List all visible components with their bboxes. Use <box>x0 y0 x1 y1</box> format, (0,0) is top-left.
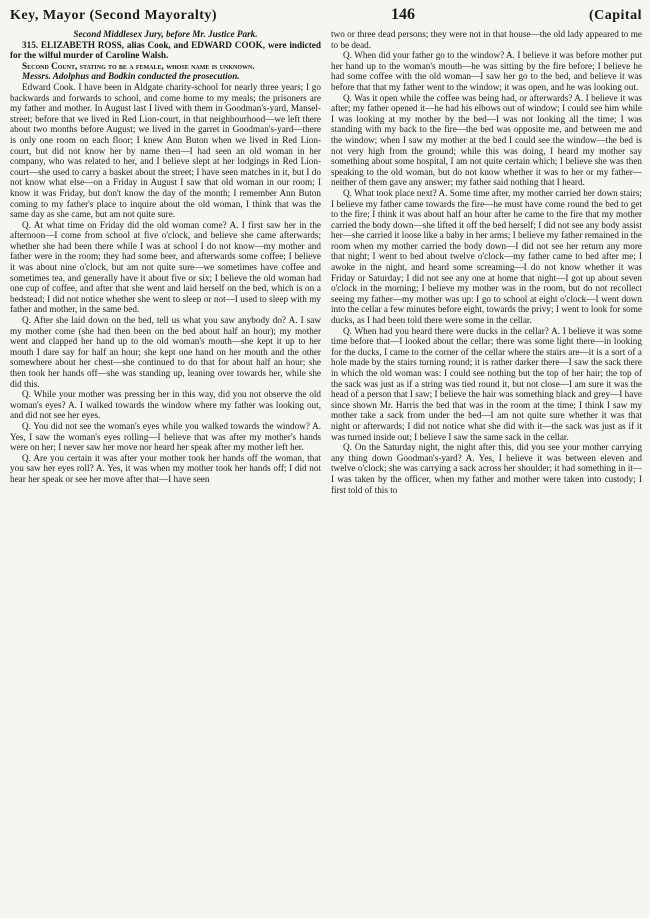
left-column <box>10 29 321 913</box>
testimony-paragraph: Edward Cook. I have been in Aldgate charity-school for nearly three years; I go backwards and forwards to school, and come home to my meals; the prisoners are my father and mother. In August last I lived with them in Goodman's-yard, Mansel-street; before that we lived in Red Lion-court, in that neighbourhood—we left there about two months before August; we lived in the garret in Goodman's-yard—there is only one room on each floor; I knew Ann Buton when we lived in Red Lion-court, but did not know her by name then—I had seen an old woman in her company, who was related to her, and I believe slept at her lodgings in Red Lion-court—she used to carry a basket about the street; I have seen matches in it, but I do not know what else—on a Friday in August I saw that old woman in our room; I know it was Friday, but don't know the day of the month; I remember Ann Buton coming to my father's place to inquire about the old woman, I think that was the same day as she came, but am not quite sure. <box>10 81 321 220</box>
court-line: Second Middlesex Jury, before Mr. Justice Park. <box>73 29 258 39</box>
second-count: Second Count, stating to be a female, whose name is unknown. <box>22 60 255 71</box>
testimony-paragraph: Q. When had you heard there were ducks in the cellar? A. I believe it was some time before that—I looked about the cellar; there was some light there—in looking for the ducks, I came to the corner of the cellar where the stairs are—it is a sort of a hole made by the stairs turning round; it is rather darker there—I saw the sack there in which the old woman was: I could see nothing but the top of her hair; the top of the sack was just as if a string was tied round it, but not close—I am sure it was the head of a person that I saw; I believe the hair was something black and grey—I have since shown Mr. Harris the bed that was in the room at the time; I think I saw my mother take a sack from under the bed—I am not quite sure whether it was that night or afterwards; I did not notice what she did with it—the sack was just as if it was turned inside out; I believe I saw the same sack in the cellar. <box>331 325 642 442</box>
counsel-line: Messrs. Adolphus and Bodkin conducted the prosecution. <box>22 71 240 82</box>
testimony-paragraph: Q. When did your father go to the window? A. I believe it was before mother put her hand up to the woman's mouth—he was sitting by the fire before; I believe he had some coffee with the old woman—I saw her go to the bed, and believe it was before that that my father went to the window; it was open, and he was looking out. <box>331 50 642 92</box>
testimony-paragraph: Q. After she laid down on the bed, tell us what you saw anybody do? A. I saw my mother come (she had then been on the bed about half an hour); my mother went and clapped her hand up to the old woman's mouth—she kept it up to her mouth I dare say for half an hour; she kept one hand on her mouth and the other somewhere about her chest—she continued to do that for about half an hour; she then took her hands off—she was standing up, leaning over towards her, while she did this. <box>10 315 321 389</box>
text-columns <box>10 29 642 913</box>
running-head-right: (Capital <box>588 8 642 23</box>
testimony-paragraph: Q. Was it open while the coffee was being had, or afterwards? A. I believe it was after; my father opened it—he had his elbows out of window; I could see him while I was looking at my mother by the bed—I was not looking all the time; I was standing with my back to the fire—the bed was opposite me, and between me and the window; when I saw my mother at the bed I could see the window—the bed is not very high from the ground; while this was doing, I heard my mother say something about some hospital, I am not quite certain which; I believe she was then speaking to the old woman, but do not know whether it was to her or my father—neither of them gave any answer; my father said nothing that I heard. <box>331 92 642 188</box>
testimony-paragraph: two or three dead persons; they were not in that house—the old lady appeared to me to be dead. <box>331 29 642 50</box>
running-head-left: Key, Mayor (Second Mayoralty) <box>10 8 218 23</box>
testimony-paragraph: Q. You did not see the woman's eyes while you walked towards the window? A. Yes, I saw the woman's eyes rolling—I believe that was after my mother's hands were on her; I never saw her move nor heard her speak after my mother left her. <box>10 420 321 453</box>
testimony-paragraph: Q. While your mother was pressing her in this way, did you not observe the old woman's eyes? A. I walked towards the window where my father was looking out, and did not see her eyes. <box>10 389 321 421</box>
right-column <box>331 29 642 913</box>
case-caption: 315. ELIZABETH ROSS, alias Cook, and EDWARD COOK, were indicted for the wilful murder of Caroline Walsh. <box>10 39 321 61</box>
page-number: 146 <box>391 6 416 23</box>
running-head <box>10 6 642 25</box>
testimony-paragraph: Q. What took place next? A. Some time after, my mother carried her down stairs; I believe my father came towards the fire—he must have come round the bed to get to the fire; I think it was about half an hour after he came to the fire that my mother carried the body down—she lifted it off the bed herself; I did not see any body assist her—she carried it loose like a baby in her arms; I believe my father remained in the room when my mother carried the body down—I did not see her return any more that night; I went to bed about twelve o'clock—my father came to bed after me; I awoke in the night, and heard some screaming—I do not know whether it was Friday or Saturday; I did not see any one at home that night—I got up about seven o'clock in the morning; I believe my mother was in the room, but do not recollect seeing my father—my mother was up: I go to school at eight o'clock—I went down into the cellar a few minutes before eight, towards the privy; I went to look for some ducks, as I had been told there were some in the cellar. <box>331 187 642 326</box>
testimony-paragraph: Q. Are you certain it was after your mother took her hands off the woman, that you saw her eyes roll? A. Yes, it was when my mother took her hands off; I did not hear her speak or see her move after that—I have seen <box>10 452 321 484</box>
testimony-paragraph: Q. At what time on Friday did the old woman come? A. I first saw her in the afternoon—I come from school at five o'clock, and believe she came afterwards; whether she had been there while I was at school I do not know—my mother and father were in the room; they had some beer, and afterwards some coffee; I believe it was about nine o'clock, but am not quite sure—we sometimes have coffee and sometimes tea, and generally have it about five or six; I believe the old woman had one cup of coffee, and after that she went and laid herself on the bed, which is on a bedstead; I did not notice whether she went to sleep or not—I used to sleep with my father and mother, in the same bed. <box>10 219 321 315</box>
testimony-paragraph: Q. On the Saturday night, the night after this, did you see your mother carrying any thing down Goodman's-yard? A. Yes, I believe it was between eleven and twelve o'clock; she was carrying a sack across her shoulder; it had something in it—I was taken by the officer, when my father and mother were taken into custody; I first told of this to <box>331 442 642 495</box>
